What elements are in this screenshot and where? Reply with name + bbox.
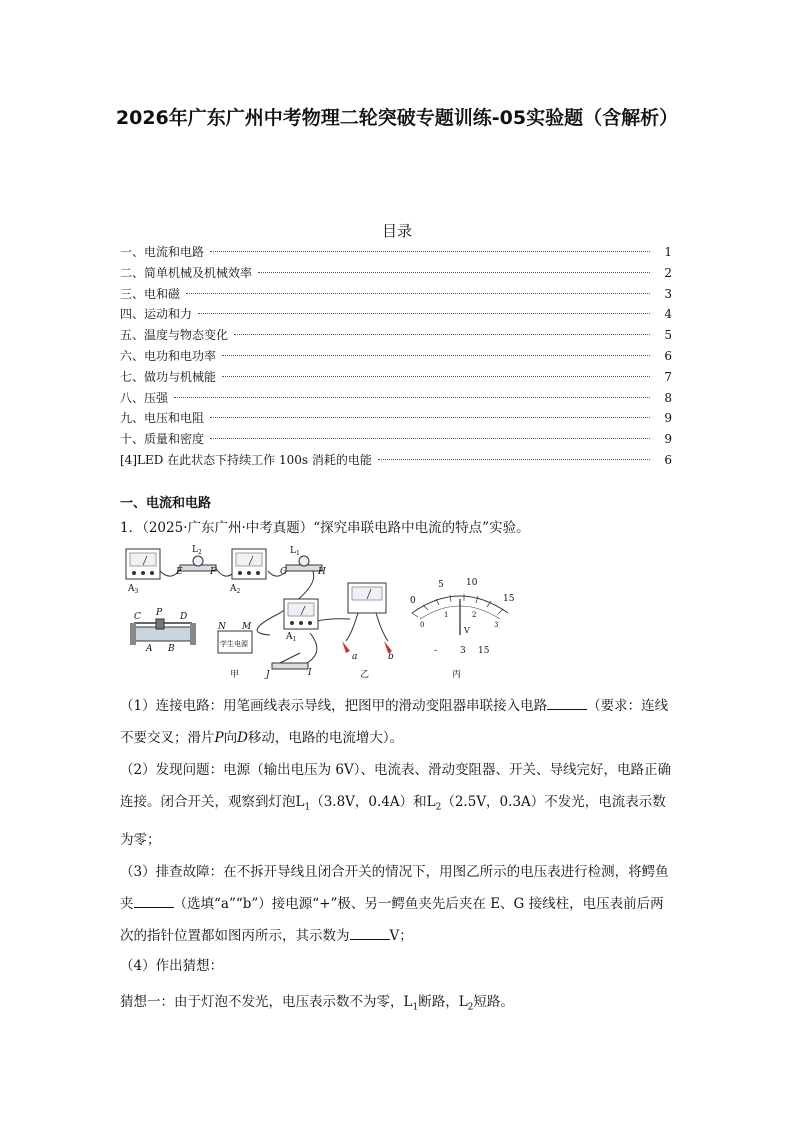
toc-leader [258, 272, 650, 273]
label-h: H [318, 567, 326, 577]
toc-leader [210, 438, 650, 439]
table-of-contents [120, 242, 672, 471]
label-d: D [180, 612, 188, 622]
label-a1: $A_1$ [286, 632, 297, 643]
switch-icon [272, 653, 308, 669]
toc-entry-label: 七、做功与机械能 [120, 369, 217, 384]
toc-entry[interactable] [120, 408, 672, 429]
label-a: A [146, 644, 153, 654]
label-i: I [308, 668, 312, 678]
part2-text-a: （2）发现问题：电源（输出电压为 6V）、电流表、滑动变阻器、开关、导线完好，电路正确连接。闭合开关，观察到灯泡L [120, 762, 671, 810]
toc-entry[interactable] [120, 284, 672, 305]
toc-entry-label: 四、运动和力 [120, 307, 193, 322]
subscript: 1 [412, 1002, 419, 1013]
part3-text-c: V； [389, 928, 413, 944]
dial-scale-bottom-1: 1 [444, 611, 449, 619]
lamp-l1-icon [286, 556, 322, 571]
toc-entry[interactable] [120, 450, 672, 471]
question-part-3 [120, 856, 676, 952]
toc-entry-page: 1 [664, 245, 672, 259]
toc-entry-page: 9 [664, 411, 672, 426]
part2-text-b: （3.8V，0.4A）和L [310, 794, 436, 810]
label-clip-b: b [388, 652, 394, 662]
toc-leader [210, 251, 650, 252]
toc-leader [210, 417, 650, 418]
toc-entry-label: 一、电流和电路 [120, 245, 205, 259]
label-jia: 甲 [230, 670, 240, 680]
toc-leader [186, 293, 650, 294]
hyp-text-b: 断路，L [418, 994, 468, 1010]
label-bing: 丙 [452, 670, 462, 680]
voltmeter-icon [342, 583, 392, 653]
dial-scale-top-0: 0 [410, 596, 416, 606]
label-g: G [280, 567, 288, 577]
part1-text-c: 向 [223, 730, 238, 746]
toc-entry-page: 2 [664, 265, 672, 280]
toc-entry-label: 十、质量和密度 [120, 432, 205, 447]
label-f: F [210, 567, 217, 577]
ammeter-a1-icon [284, 599, 318, 629]
circuit-figure [120, 543, 676, 683]
toc-heading: 目录 [381, 222, 412, 240]
toc-entry-label: [4]LED 在此状态下持续工作 100s 消耗的电能 [120, 452, 372, 467]
label-supply: 学生电源 [220, 640, 248, 648]
label-a2: $A_2$ [230, 584, 241, 595]
label-j: J [266, 670, 270, 680]
toc-entry[interactable] [120, 263, 672, 284]
part2-text-c: （2.5V，0.3A）不发光，电流表示数为零； [120, 794, 666, 848]
label-clip-a: a [352, 652, 358, 662]
toc-entry-page: 8 [664, 390, 672, 405]
part1-text-a: （1）连接电路：用笔画线表示导线，把图甲的滑动变阻器串联接入电路 [120, 698, 548, 714]
hypothesis-one [120, 986, 676, 1024]
toc-entry[interactable] [120, 346, 672, 367]
toc-leader [174, 397, 650, 398]
toc-entry-page: 6 [664, 452, 672, 467]
subscript: 1 [304, 802, 311, 813]
toc-entry-page: 4 [664, 307, 672, 322]
toc-entry-page: 7 [664, 369, 672, 384]
subscript: 2 [435, 802, 442, 813]
dial-scale-bottom-2: 2 [472, 611, 477, 619]
label-l2: $L_2$ [192, 545, 202, 556]
toc-entry-label: 九、电压和电阻 [120, 411, 205, 426]
toc-leader [378, 459, 650, 460]
dial-scale-top-5: 5 [438, 580, 444, 590]
toc-entry-label: 八、压强 [120, 390, 169, 405]
label-yi: 乙 [360, 670, 370, 680]
toc-entry-label: 六、电功和电功率 [120, 348, 217, 363]
toc-entry-page: 5 [664, 328, 672, 343]
part1-text-d: 移动，电路的电流增大）。 [247, 730, 404, 746]
toc-leader [222, 355, 650, 356]
label-b-rheostat: B [168, 644, 175, 654]
var-d: D [237, 730, 248, 746]
part1-text-b: （要求：连线不要交叉；滑片 [120, 698, 669, 746]
toc-entry[interactable] [120, 388, 672, 409]
answer-blank[interactable] [350, 925, 390, 940]
answer-blank[interactable] [547, 695, 587, 710]
toc-entry-label: 五、温度与物态变化 [120, 328, 229, 343]
terminal-15: 15 [478, 646, 490, 656]
label-a3: $A_3$ [128, 584, 139, 595]
label-n: N [218, 622, 226, 632]
toc-entry-label: 三、电和磁 [120, 286, 181, 301]
toc-entry-label: 二、简单机械及机械效率 [120, 265, 253, 280]
toc-entry[interactable] [120, 242, 672, 263]
question-intro: 1．（2025·广东广州·中考真题）“探究串联电路中电流的特点”实验。 [120, 520, 530, 536]
toc-entry[interactable] [120, 304, 672, 325]
toc-entry[interactable] [120, 429, 672, 450]
rheostat-icon [130, 619, 196, 645]
part3-text-a: （3）排查故障：在不拆开导线且闭合开关的情况下，用图乙所示的电压表进行检测，将鳄鱼夹 [120, 864, 669, 912]
subscript: 2 [467, 1002, 474, 1013]
terminal-minus: - [434, 646, 438, 656]
document-title: 2026年广东广州中考物理二轮突破专题训练-05实验题（含解析） [115, 107, 679, 129]
toc-entry[interactable] [120, 325, 672, 346]
section-heading: 一、电流和电路 [120, 496, 212, 511]
label-e: E [176, 567, 183, 577]
dial-scale-top-15: 15 [503, 594, 515, 604]
toc-entry-page: 3 [664, 286, 672, 301]
question-part-2 [120, 754, 676, 856]
answer-blank[interactable] [134, 893, 174, 908]
ammeter-a2-icon [232, 549, 266, 579]
terminal-3: 3 [460, 646, 466, 656]
dial-scale-top-10: 10 [466, 578, 478, 588]
toc-entry-page: 9 [664, 432, 672, 447]
label-p: P [156, 608, 163, 618]
dial-unit: V [464, 626, 470, 635]
toc-leader [234, 334, 650, 335]
ammeter-a3-icon [126, 549, 160, 579]
toc-leader [222, 376, 650, 377]
hyp-text-a: 猜想一：由于灯泡不发光，电压表示数不为零，L [120, 994, 413, 1010]
hyp-text-c: 短路。 [473, 994, 514, 1010]
question-part-1 [120, 690, 676, 754]
question-part-4: （4）作出猜想： [120, 958, 224, 974]
dial-scale-bottom-0: 0 [420, 621, 425, 629]
toc-entry-page: 6 [664, 348, 672, 363]
label-c: C [134, 612, 141, 622]
toc-entry[interactable] [120, 367, 672, 388]
toc-leader [198, 313, 650, 314]
dial-scale-bottom-3: 3 [494, 621, 499, 629]
label-m: M [242, 622, 252, 632]
var-p: P [214, 730, 224, 746]
part3-text-b: （选填“a”“b”）接电源“+”极、另一鳄鱼夹先后夹在 E、G 接线柱，电压表前后两次的指针位置都如图丙所示，其示数为 [120, 896, 664, 944]
label-l1: $L_1$ [290, 546, 300, 557]
